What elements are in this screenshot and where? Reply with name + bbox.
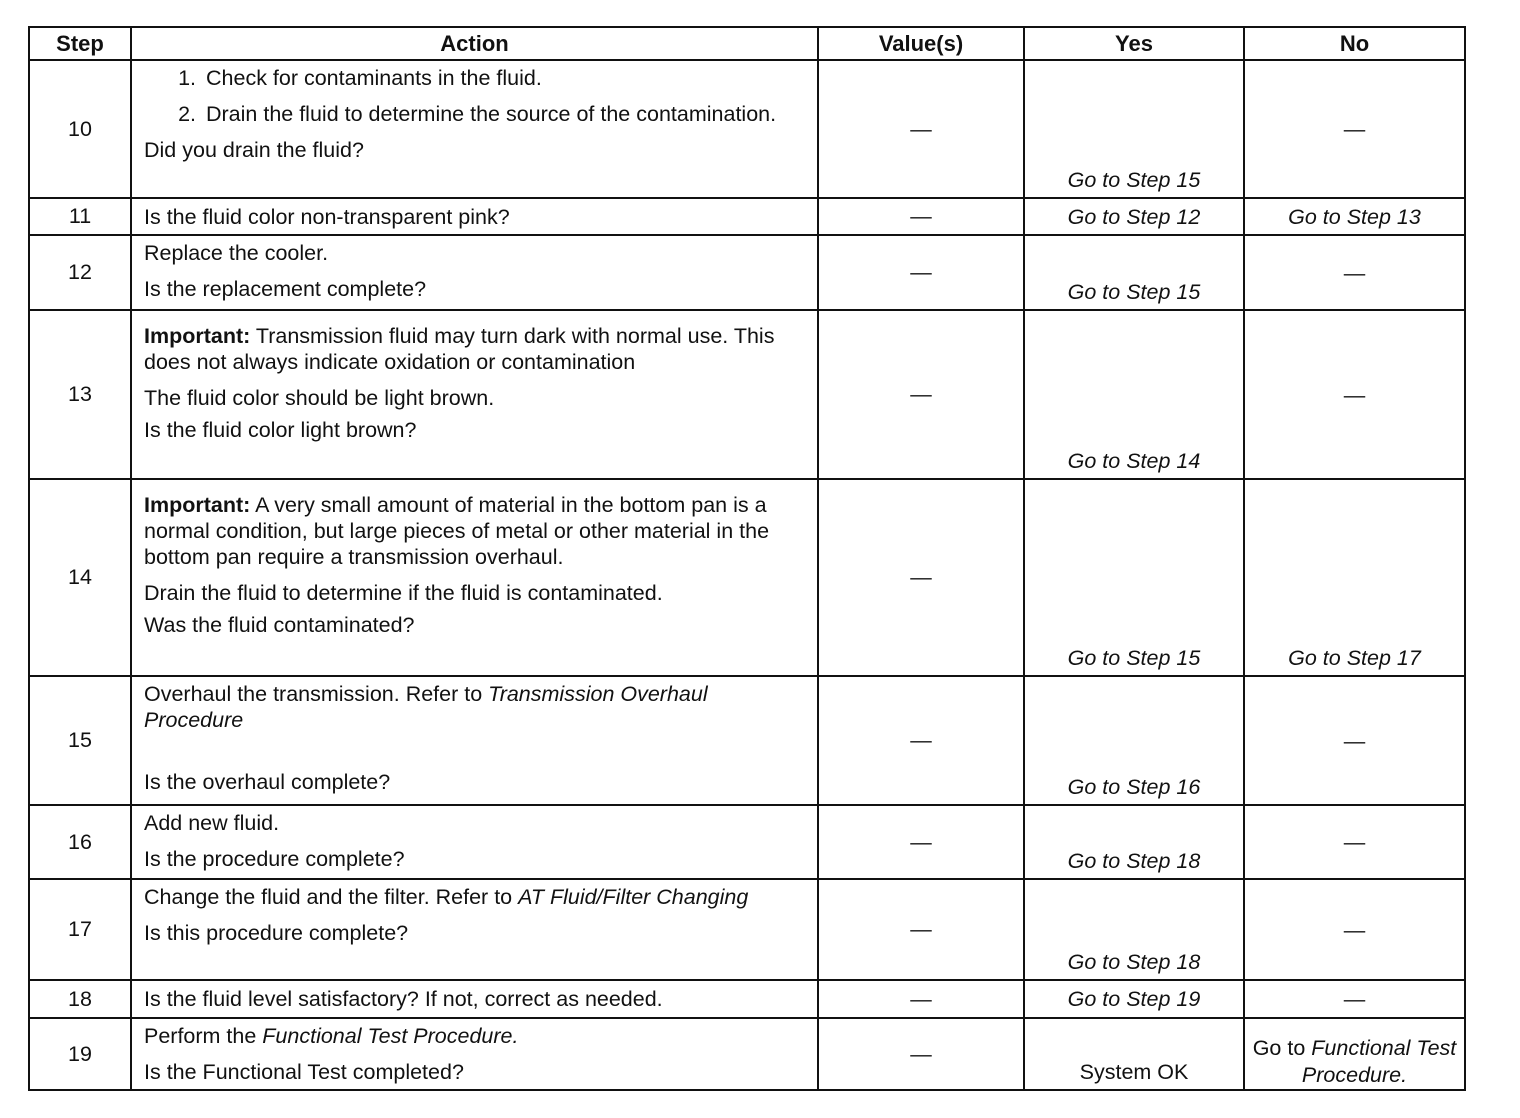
no-cell: —	[1244, 310, 1465, 479]
yes-link[interactable]: Go to Step 15	[1067, 168, 1201, 192]
no-cell	[1244, 479, 1465, 676]
important-text: A very small amount of material in the bottom pan is a normal condition, but large pieces of metal or other material in the bottom pan require a transmission overhaul.	[144, 493, 770, 569]
header-no: No	[1244, 27, 1465, 60]
value-cell: —	[818, 479, 1024, 676]
action-cell	[131, 879, 818, 980]
action-line: Add new fluid.	[144, 811, 280, 835]
action-cell	[131, 235, 818, 310]
yes-cell	[1024, 676, 1244, 805]
action-question: Is this procedure complete?	[144, 921, 409, 945]
header-action: Action	[131, 27, 818, 60]
header-yes: Yes	[1024, 27, 1244, 60]
action-question: Is the fluid level satisfactory? If not, correct as needed.	[144, 987, 663, 1011]
yes-cell	[1024, 879, 1244, 980]
yes-link[interactable]: Go to Step 15	[1067, 280, 1201, 304]
important-note	[144, 492, 807, 570]
no-link[interactable]: Functional Test Procedure.	[1301, 1036, 1457, 1087]
action-question: Is the replacement complete?	[144, 277, 427, 301]
list-item: 1. Check for contaminants in the fluid.	[202, 65, 807, 91]
step-number: 13	[29, 310, 131, 479]
procedure-reference[interactable]: AT Fluid/Filter Changing	[518, 885, 749, 909]
action-line	[144, 884, 807, 910]
action-question: Was the fluid contaminated?	[144, 613, 415, 637]
header-row	[29, 27, 1465, 60]
table-row-step-15	[29, 676, 1465, 805]
action-list	[144, 65, 807, 127]
step-number: 17	[29, 879, 131, 980]
action-line-text: Overhaul the transmission. Refer to	[144, 682, 489, 706]
value-cell: —	[818, 980, 1024, 1018]
yes-cell	[1024, 198, 1244, 235]
table-row-step-19	[29, 1018, 1465, 1090]
value-cell: —	[818, 676, 1024, 805]
action-line: Drain the fluid to determine if the fluid is contaminated.	[144, 581, 663, 605]
action-question: Is the fluid color non-transparent pink?	[144, 204, 510, 229]
yes-link[interactable]: Go to Step 12	[1067, 204, 1201, 229]
table-row-step-18	[29, 980, 1465, 1018]
action-cell	[131, 310, 818, 479]
action-question: Is the fluid color light brown?	[144, 418, 417, 442]
table-row-step-12	[29, 235, 1465, 310]
yes-link[interactable]: Go to Step 16	[1067, 775, 1201, 799]
procedure-reference[interactable]: Transmission Overhaul Procedure	[144, 682, 708, 732]
no-cell: —	[1244, 60, 1465, 198]
action-line: The fluid color should be light brown.	[144, 386, 495, 410]
no-cell: —	[1244, 879, 1465, 980]
yes-cell	[1024, 310, 1244, 479]
action-question: Is the procedure complete?	[144, 847, 405, 871]
yes-cell	[1024, 60, 1244, 198]
value-cell: —	[818, 198, 1024, 235]
no-link[interactable]: Go to Step 13	[1288, 204, 1421, 229]
yes-link[interactable]: Go to Step 19	[1067, 987, 1201, 1011]
no-cell	[1244, 1018, 1465, 1090]
yes-result: System OK	[1079, 1060, 1189, 1084]
value-cell: —	[818, 235, 1024, 310]
table-row-step-14	[29, 479, 1465, 676]
action-line	[144, 681, 807, 733]
action-question: Is the overhaul complete?	[144, 770, 391, 794]
no-prefix: Go to	[1252, 1036, 1312, 1060]
value-cell: —	[818, 1018, 1024, 1090]
important-label: Important:	[144, 493, 251, 517]
table-row-step-16	[29, 805, 1465, 879]
table-row-step-17	[29, 879, 1465, 980]
yes-cell	[1024, 980, 1244, 1018]
step-number: 15	[29, 676, 131, 805]
step-number: 10	[29, 60, 131, 198]
no-cell: —	[1244, 676, 1465, 805]
table-row-step-11	[29, 198, 1465, 235]
yes-cell	[1024, 235, 1244, 310]
value-cell: —	[818, 310, 1024, 479]
table-row-step-10	[29, 60, 1465, 198]
action-cell	[131, 1018, 818, 1090]
important-text: Transmission fluid may turn dark with normal use. This does not always indicate oxidation or contamination	[144, 324, 775, 374]
step-number: 16	[29, 805, 131, 879]
action-question: Is the Functional Test completed?	[144, 1060, 464, 1084]
step-number: 14	[29, 479, 131, 676]
list-item: 2. Drain the fluid to determine the source of the contamination.	[202, 101, 807, 127]
no-cell: —	[1244, 805, 1465, 879]
procedure-reference[interactable]: Functional Test Procedure.	[262, 1024, 519, 1048]
yes-cell	[1024, 1018, 1244, 1090]
table-row-step-13	[29, 310, 1465, 479]
step-number: 11	[29, 198, 131, 235]
yes-link[interactable]: Go to Step 18	[1067, 950, 1201, 974]
yes-cell	[1024, 479, 1244, 676]
no-cell: —	[1244, 235, 1465, 310]
value-cell: —	[818, 805, 1024, 879]
action-line-text: Perform the	[144, 1024, 263, 1048]
no-cell: —	[1244, 980, 1465, 1018]
no-link[interactable]: Go to Step 17	[1288, 646, 1421, 670]
yes-link[interactable]: Go to Step 15	[1067, 646, 1201, 670]
value-cell: —	[818, 879, 1024, 980]
action-cell	[131, 980, 818, 1018]
header-step: Step	[29, 27, 131, 60]
step-number: 19	[29, 1018, 131, 1090]
action-cell	[131, 60, 818, 198]
action-cell	[131, 479, 818, 676]
action-cell	[131, 676, 818, 805]
yes-link[interactable]: Go to Step 18	[1067, 849, 1201, 873]
diagnostic-table	[28, 26, 1466, 1091]
action-cell	[131, 198, 818, 235]
action-line: Replace the cooler.	[144, 241, 329, 265]
action-line-text: Change the fluid and the filter. Refer to	[144, 885, 519, 909]
important-note	[144, 323, 807, 375]
no-cell	[1244, 198, 1465, 235]
header-values: Value(s)	[818, 27, 1024, 60]
action-cell	[131, 805, 818, 879]
step-number: 18	[29, 980, 131, 1018]
action-question: Did you drain the fluid?	[144, 138, 364, 162]
value-cell: —	[818, 60, 1024, 198]
yes-link[interactable]: Go to Step 14	[1067, 449, 1201, 473]
step-number: 12	[29, 235, 131, 310]
action-line	[144, 1023, 807, 1049]
important-label: Important:	[144, 324, 251, 348]
yes-cell	[1024, 805, 1244, 879]
